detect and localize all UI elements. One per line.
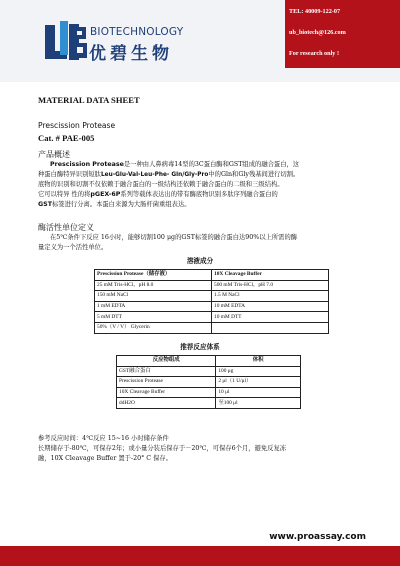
reaction-table — [116, 355, 301, 409]
table-header-cell: 体积 — [216, 356, 301, 367]
overview-line: 底物的识别和切割不仅依赖于融合蛋白的一级结构还依赖于融合蛋白的二级和三级结构。 — [38, 181, 284, 188]
table-cell: 10 mM EDTA — [212, 301, 329, 312]
footer-bar — [0, 546, 400, 566]
table-row — [95, 280, 329, 291]
unit-definition-heading: 酶活性单位定义 — [38, 223, 94, 232]
overview-line: 它可以特异 性的将pGEX-6P系列等载体表达出的带有酶底物识别多肽序列融合蛋白的 — [38, 191, 278, 198]
table-cell: GST融合蛋白 — [117, 366, 216, 377]
table-header-row — [117, 356, 301, 367]
catalog-number: Cat. # PAE-005 — [38, 133, 95, 143]
notes-line: 长期储存于-80℃，可保存2年；或小量分装后保存于－20℃，可保存6个月，避免反复冻 — [38, 445, 287, 452]
table-row — [117, 377, 301, 388]
contact-note: For research only ! — [289, 50, 340, 57]
table-cell: 至100 μl — [216, 398, 301, 409]
notes-line: 融，10X Cleavage Buffer 置于-20° C 保存。 — [38, 455, 172, 462]
unit-definition-text — [38, 233, 297, 253]
table-row — [95, 312, 329, 323]
table-row — [95, 291, 329, 302]
table-cell: 5 mM DTT — [95, 312, 212, 323]
brand-name-en: BIOTECHNOLOGY — [90, 26, 184, 38]
table-cell: Prescission Protease — [117, 377, 216, 388]
overview-heading: 产品概述 — [38, 150, 70, 159]
storage-table-caption: 溶液成分 — [186, 257, 214, 265]
table-header-cell: 反应物组成 — [117, 356, 216, 367]
table-cell: 2 μl（1 U/μl） — [216, 377, 301, 388]
table-cell: 50%（V / V） Glycerin — [95, 322, 212, 333]
table-row — [117, 366, 301, 377]
table-header-cell: Prescission Protease（储存液） — [95, 270, 212, 281]
contact-box — [285, 0, 400, 68]
table-cell: 10 mM DTT — [212, 312, 329, 323]
table-row — [95, 322, 329, 333]
table-cell: 500 mM Tris-HCl，pH 7.0 — [212, 280, 329, 291]
table-cell — [212, 322, 329, 333]
table-cell: 1 mM EDTA — [95, 301, 212, 312]
table-cell: 100 μg — [216, 366, 301, 377]
overview-paragraph — [38, 160, 299, 210]
sheet-title: MATERIAL DATA SHEET — [38, 95, 140, 105]
storage-table — [94, 269, 329, 334]
footer-website-link[interactable]: www.proassay.com — [269, 532, 366, 542]
table-cell: 25 mM Tris-HCl，pH 8.0 — [95, 280, 212, 291]
table-cell: 10X Cleavage Buffer — [117, 387, 216, 398]
table-header-cell: 10X Cleavage Buffer — [212, 270, 329, 281]
brand-logo — [44, 21, 88, 63]
table-cell: 1.5 M NaCl — [212, 291, 329, 302]
table-row — [117, 398, 301, 409]
contact-email: ub_biotech@126.com — [289, 29, 346, 36]
unit-definition-line: 在5℃条件下反应 16小时，能够切割100 μg的GST标签的融合蛋白达90%以上所需的酶 — [50, 234, 298, 241]
overview-line: Prescission Protease是一种由人鼻病毒14型的3C蛋白酶和GST组成的融合蛋白，这 — [50, 161, 300, 168]
table-cell: ddH2O — [117, 398, 216, 409]
overview-line: 种蛋白酶特异识别短肽Leu-Glu-Val-Leu-Phe- Gln/Gly-Pro中的Gln和Gly残基间进行切割。 — [38, 171, 300, 178]
table-row — [95, 301, 329, 312]
unit-definition-line: 量定义为一个活性单位。 — [38, 244, 108, 251]
product-name: Prescission Protease — [38, 121, 116, 130]
brand-name-cn: 优碧生物 — [89, 44, 173, 64]
table-cell: 10 μl — [216, 387, 301, 398]
table-row — [117, 387, 301, 398]
table-cell: 150 mM NaCl — [95, 291, 212, 302]
storage-notes — [38, 434, 286, 464]
notes-line: 参考反应时间：4℃反应 15~16 小时储存条件 — [38, 435, 169, 442]
overview-line: GST标签进行分离。本蛋白来源为大肠杆菌重组表达。 — [38, 201, 191, 208]
table-header-row — [95, 270, 329, 281]
contact-tel: TEL: 40009-122-07 — [289, 8, 341, 15]
reaction-table-caption: 推荐反应体系 — [180, 343, 220, 351]
